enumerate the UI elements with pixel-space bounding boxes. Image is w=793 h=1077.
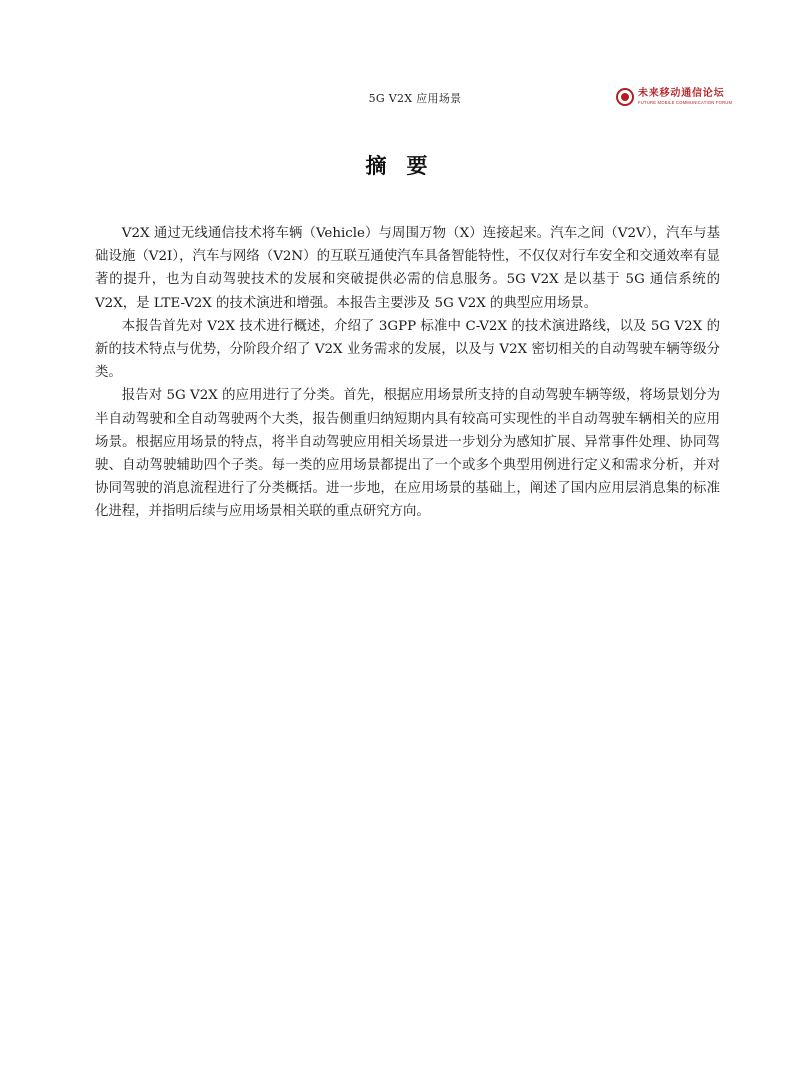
page-title: 摘要 — [365, 153, 448, 178]
logo-chinese-name: 未来移动通信论坛 — [638, 87, 725, 99]
logo-english-name: FUTURE MOBILE COMMUNICATION FORUM — [638, 99, 733, 105]
abstract-paragraph-3: 报告对 5G V2X 的应用进行了分类。首先，根据应用场景所支持的自动驾驶车辆等级，将场景划分为半自动驾驶和全自动驾驶两个大类，报告侧重归纳短期内具有较高可实现性的半自动驾驶车辆相关的应用场景。根据应用场景的特点，将半自动驾驶应用相关场景进一步划分为感知扩展、异常事件处理、协同驾驶、自动驾驶辅助四个子类。每一类的应用场景都提出了一个或多个典型用例进行定义和需求分析，并对协同驾驶的消息流程进行了分类概括。进一步地，在应用场景的基础上，阐述了国内应用层消息集的标准化进程，并指明后续与应用场景相关联的重点研究方向。 — [95, 388, 720, 520]
forum-logo — [616, 85, 732, 109]
forum-logo-text — [638, 89, 732, 105]
abstract-body — [95, 222, 720, 524]
abstract-paragraph-2: 本报告首先对 V2X 技术进行概述，介绍了 3GPP 标准中 C-V2X 的技术演进路线，以及 5G V2X 的新的技术特点与优势，分阶段介绍了 V2X 业务需求的发展，以及与 V2X 密切相关的自动驾驶车辆等级分类。 — [95, 318, 720, 381]
abstract-paragraph-1: V2X 通过无线通信技术将车辆（Vehicle）与周围万物（X）连接起来。汽车之间（V2V），汽车与基础设施（V2I），汽车与网络（V2N）的互联互通使汽车具备智能特性，不仅仅对行车安全和交通效率有显著的提升，也为自动驾驶技术的发展和突破提供必需的信息服务。5G V2X 是以基于 5G 通信系统的 V2X，是 LTE-V2X 的技术演进和增强。本报告主要涉及 5G V2X 的典型应用场景。 — [95, 226, 720, 311]
page-header — [0, 85, 793, 111]
forum-logo-icon — [616, 88, 634, 106]
header-title: 5G V2X 应用场景 — [368, 92, 462, 105]
